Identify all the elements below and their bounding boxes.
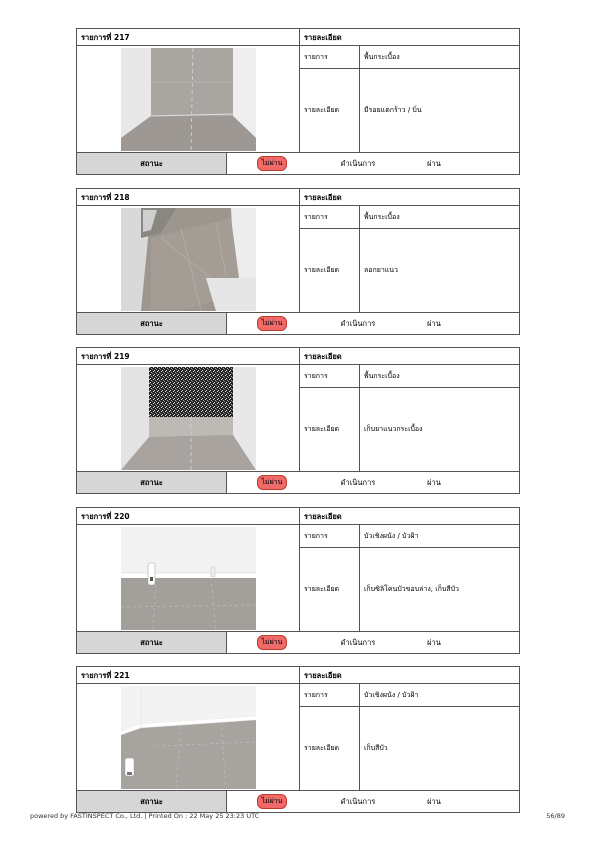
detail-label: รายละเอียด [300, 707, 360, 790]
page-number: 56/89 [546, 812, 565, 820]
status-label: สถานะ [77, 313, 227, 334]
detail-header: รายละเอียด [304, 671, 342, 680]
fail-status-badge[interactable]: ไม่ผ่าน [257, 794, 288, 809]
status-label: สถานะ [77, 153, 227, 174]
fail-status-badge[interactable]: ไม่ผ่าน [257, 316, 288, 331]
detail-value: เก็บซิลิโคนบัวขอบล่าง, เก็บสีบัว [364, 585, 459, 593]
footer-powered-by: powered by FASTINSPECT Co., Ltd. | Printed On : 22 May 25 23:23 UTC [30, 812, 260, 820]
pass-status[interactable]: ผ่าน [427, 637, 441, 647]
record-title: รายการที่ 217 [77, 29, 300, 45]
item-value: บัวเชิงผนัง / บัวฝ้า [364, 531, 419, 540]
item-label: รายการ [300, 525, 360, 547]
status-label: สถานะ [77, 472, 227, 493]
in-progress-status[interactable]: ดำเนินการ [340, 477, 376, 487]
detail-header: รายละเอียด [304, 193, 342, 202]
item-label: รายการ [300, 206, 360, 228]
fail-status-badge[interactable]: ไม่ผ่าน [257, 635, 288, 650]
pass-status[interactable]: ผ่าน [427, 158, 441, 168]
item-value: บัวเชิงผนัง / บัวฝ้า [364, 690, 419, 699]
detail-value: มีรอยแตกร้าว / บิ่น [364, 106, 422, 114]
inspection-photo[interactable] [121, 208, 256, 311]
detail-value: เก็บยาแนวกระเบื้อง [364, 425, 423, 433]
item-value: พื้นกระเบื้อง [364, 52, 400, 61]
inspection-photo[interactable] [121, 527, 256, 630]
detail-label: รายละเอียด [300, 548, 360, 631]
in-progress-status[interactable]: ดำเนินการ [340, 637, 376, 647]
inspection-record-217 [76, 28, 520, 175]
detail-header: รายละเอียด [304, 352, 342, 361]
status-label: สถานะ [77, 791, 227, 812]
status-label: สถานะ [77, 632, 227, 653]
detail-label: รายละเอียด [300, 229, 360, 312]
item-value: พื้นกระเบื้อง [364, 212, 400, 221]
inspection-record-221 [76, 666, 520, 813]
detail-header: รายละเอียด [304, 512, 342, 521]
detail-value: เก็บสีบัว [364, 744, 388, 752]
pass-status[interactable]: ผ่าน [427, 477, 441, 487]
detail-label: รายละเอียด [300, 388, 360, 471]
record-title: รายการที่ 218 [77, 189, 300, 205]
fail-status-badge[interactable]: ไม่ผ่าน [257, 156, 288, 171]
detail-value: ลอกยาแนว [364, 266, 398, 274]
detail-label: รายละเอียด [300, 69, 360, 152]
in-progress-status[interactable]: ดำเนินการ [340, 158, 376, 168]
pass-status[interactable]: ผ่าน [427, 318, 441, 328]
inspection-record-219 [76, 347, 520, 494]
in-progress-status[interactable]: ดำเนินการ [340, 318, 376, 328]
fail-status-badge[interactable]: ไม่ผ่าน [257, 475, 288, 490]
inspection-record-218 [76, 188, 520, 335]
item-label: รายการ [300, 684, 360, 706]
item-value: พื้นกระเบื้อง [364, 371, 400, 380]
record-title: รายการที่ 220 [77, 508, 300, 524]
item-label: รายการ [300, 365, 360, 387]
record-title: รายการที่ 219 [77, 348, 300, 364]
item-label: รายการ [300, 46, 360, 68]
record-title: รายการที่ 221 [77, 667, 300, 683]
in-progress-status[interactable]: ดำเนินการ [340, 796, 376, 806]
pass-status[interactable]: ผ่าน [427, 796, 441, 806]
inspection-record-220 [76, 507, 520, 654]
inspection-photo[interactable] [121, 48, 256, 151]
inspection-photo[interactable] [121, 367, 256, 470]
detail-header: รายละเอียด [304, 33, 342, 42]
inspection-photo[interactable] [121, 686, 256, 789]
